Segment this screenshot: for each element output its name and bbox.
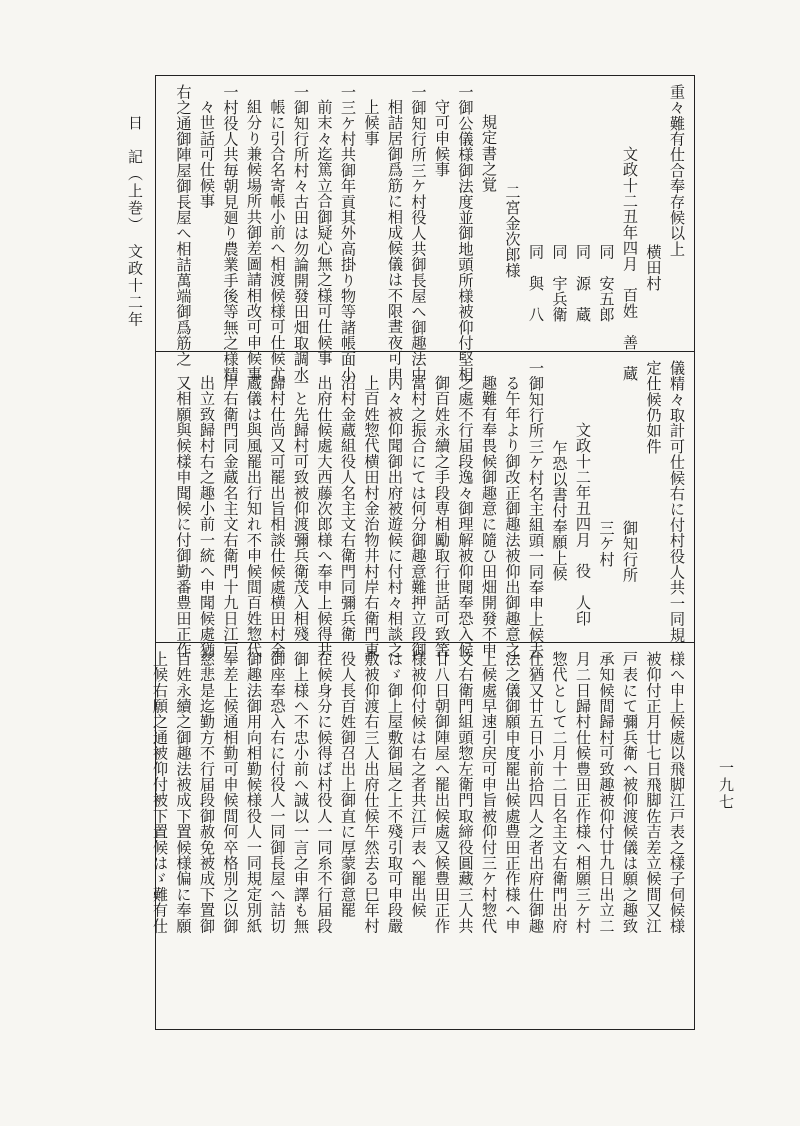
text-column: 三ケ村 xyxy=(597,520,616,568)
text-column: 同 源 蔵 xyxy=(574,244,592,323)
text-column: 被仰付正月廿七日飛脚佐吉差立候間又江 xyxy=(644,651,663,934)
text-column: 乍恐以書付奉願上候 xyxy=(550,440,569,582)
text-column: 一御公儀様御法度並御地頭所様被仰付堅相 xyxy=(456,84,475,383)
text-column: 御上様へ不忠小前へ誠以一言之申譯も無 xyxy=(292,651,310,934)
text-column: 様被仰付候は右之者共江戸表へ罷出候 xyxy=(409,651,428,918)
text-column: 右之通御陣屋御長屋へ相詰萬端御爲筋之 xyxy=(174,84,193,367)
text-column: 出府仕候處大西藤次郎様へ奉申上候得共 xyxy=(315,375,334,658)
text-column: る午年より御改正御趣法被仰出御趣意之 xyxy=(503,375,522,658)
text-column: 戸表にて彌兵衛へ被仰渡候儀は願之趣致 xyxy=(621,651,639,934)
text-column: 同 安五郎 xyxy=(597,244,616,323)
text-column: 御百姓永續之手段専相勵取行世話可致筈 xyxy=(433,375,451,658)
text-column: 文政十二丑年四月 百姓 善 蔵 xyxy=(621,146,639,382)
text-column: 仕猶又廿五日小前拾四人之者出府仕御趣 xyxy=(527,651,545,934)
text-column: 蔵儀は與風罷出行知れ不申候間百姓惣代 xyxy=(245,375,263,658)
text-column: 月二日歸村仕候豊田正作様へ相願三ケ村 xyxy=(574,651,592,934)
text-column: 敷被仰渡右三人出府仕候午然去る巳年村 xyxy=(362,651,381,934)
text-column: 上候處早速引戻可申旨被仰付三ケ村惣代 xyxy=(480,651,498,934)
text-column: 役人長百姓御召出上御直に厚蒙御意罷 xyxy=(339,651,357,918)
text-column: 承知候間歸村可致趣被仰付廿九日出立二 xyxy=(597,651,616,934)
text-column: はゞ御上屋敷御屆之上不殘引取可申段嚴 xyxy=(386,651,404,934)
text-column: 惣代として二月十二日名主文右衛門出府 xyxy=(550,651,569,934)
text-column: 一御知行所三ケ村名主組頭一同奉申上候去 xyxy=(527,360,545,659)
text-column: 内々被仰聞御出府被遊候に付村々相談之 xyxy=(386,375,404,658)
text-column: 歸村仕尚又可罷出旨相談仕候處横田村金 xyxy=(268,375,287,658)
page-number: 一九七 xyxy=(717,760,735,811)
text-column: 文右衛門組頭惣左衛門取締役圓藏三人共 xyxy=(456,651,475,934)
text-column: 二宮金次郎様 xyxy=(503,184,522,279)
text-column: 上百姓惣代横田村金治物井村岸右衛門東 xyxy=(362,375,381,658)
text-column: 一三ケ村共御年貢其外高掛り物等諸帳面小 xyxy=(339,84,357,383)
text-column: 儀精々取計可仕候右に付村役人共一同規 xyxy=(668,360,686,643)
text-column: 横田村 xyxy=(644,244,663,292)
text-column: 一御知行所三ケ村役人共御長屋へ御趣法中 xyxy=(409,84,428,383)
text-column: 當村之振合にては何分御趣意難押立段御 xyxy=(409,375,428,658)
text-column: 一御知行所村々古田は勿論開發田畑取調水 xyxy=(292,84,310,383)
running-title: 日 記（上巻） 文政十二年 xyxy=(126,115,144,329)
text-column: 奉差上候通相勤可申候間何卒格別之以御 xyxy=(221,651,240,934)
text-column: 守可申候事 xyxy=(433,99,451,178)
text-column: 相詰居御爲筋に相成候儀は不限晝夜可申 xyxy=(386,99,404,382)
text-column: 又相願與候樣申聞候に付御勤番豊田正作 xyxy=(174,375,193,658)
text-column: 之處不行届段逸々御理解被仰聞奉恐入候 xyxy=(456,375,475,658)
text-column: 文政十二年丑四月 役 人印 xyxy=(574,422,592,627)
text-column: 定仕候仍如件 xyxy=(644,360,663,455)
text-column: 慈悲是迄勤方不行届段御赦免被成下置御 xyxy=(198,651,216,934)
text-frame xyxy=(151,75,695,1030)
text-column: 一村役人共毎朝見廻り農業手後等無之様精 xyxy=(221,84,240,383)
text-column: 御趣法御用向相勤候様役人一同規定別紙 xyxy=(245,651,263,934)
section-3 xyxy=(151,643,694,1029)
text-column: 規定書之覚 xyxy=(480,114,498,193)
text-column: 同 與 八 xyxy=(527,244,545,323)
text-column: 廿八日朝御陣屋へ罷出候處又候豊田正作 xyxy=(433,651,451,934)
text-column: 重々難有仕合奉存候以上 xyxy=(668,84,686,257)
section-2 xyxy=(156,352,694,659)
text-column: 百姓永續之御趣法被成下置候様偏に奉願 xyxy=(174,651,193,934)
text-column: 出立致歸村右之趣小前一統へ申聞候處猶 xyxy=(198,375,216,658)
text-column: 前末々迄篤立合御疑心無之様可仕候事 xyxy=(315,99,334,366)
text-column: 岸右衛門同金蔵名主文右衛門十九日江戸 xyxy=(221,375,240,658)
section-1 xyxy=(156,76,694,383)
text-column: 様へ申上候處以飛脚江戸表之樣子伺候様 xyxy=(668,651,686,934)
text-column: 法之儀御願申度罷出候處豊田正作様へ申 xyxy=(503,651,522,934)
text-column: 々世話可仕候事 xyxy=(198,99,216,209)
text-column: 同 宇兵衛 xyxy=(550,244,569,323)
text-column: 沼村金蔵組役人名主文右衛門同彌兵衛 xyxy=(339,375,357,642)
text-column: 御知行所 xyxy=(621,520,639,583)
text-column: 一と先歸村可致被仰渡彌兵衛茂入相殘 xyxy=(292,375,310,642)
text-column: 在候身分に候得ば村役人一同糸不行届段 xyxy=(315,651,334,934)
text-column: 趣難有奉畏候御趣意に隨ひ田畑開發不申 xyxy=(480,375,498,658)
text-column: 上候右願之通被仰付被下置候はゞ難有仕 xyxy=(151,651,169,934)
text-column: 帳に引合名寄帳小前へ相渡候様可仕候尤 xyxy=(268,99,287,382)
text-column: 御座奉恐入右に付役人一同御長屋へ詰切 xyxy=(268,651,287,934)
text-column: 組分り兼候場所共御差圖請相改可申候事 xyxy=(245,99,263,382)
text-column: 上候事 xyxy=(362,99,381,147)
